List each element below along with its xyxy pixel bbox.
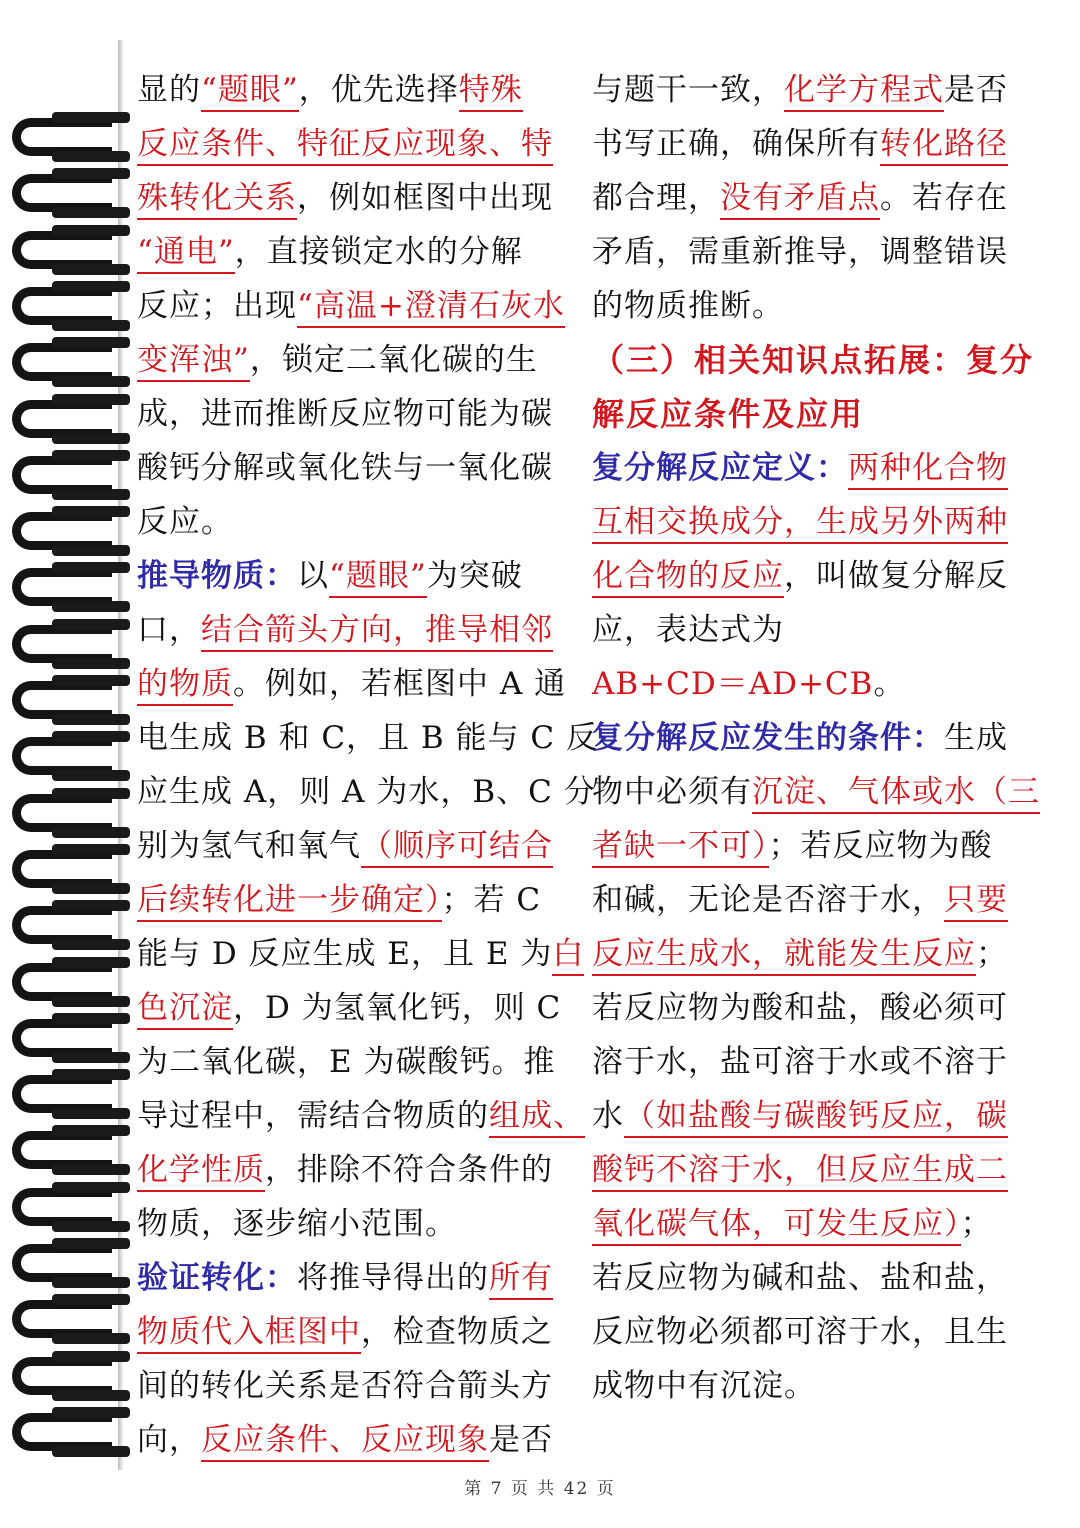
highlighted-text: 反应生成水，就能发生反应 xyxy=(592,936,976,976)
binding-ring xyxy=(12,390,130,446)
highlighted-text: 白 xyxy=(552,936,584,976)
text-segment: 导过程中，需结合物质的 xyxy=(137,1098,489,1134)
highlighted-text: 者缺一不可） xyxy=(592,828,769,868)
text-line xyxy=(592,927,1032,981)
text-line xyxy=(592,171,1032,225)
binding-ring xyxy=(12,108,130,164)
text-segment: 书写正确，确保所有 xyxy=(592,126,880,162)
highlighted-text: （顺序可结合 xyxy=(361,828,553,868)
binding-ring xyxy=(12,333,130,389)
text-segment: 溶于水，盐可溶于水或不溶于 xyxy=(592,1044,1008,1080)
text-line xyxy=(592,1143,1032,1197)
text-line xyxy=(137,1413,577,1467)
text-segment: ，D 为氢氧化钙，则 C xyxy=(233,990,562,1026)
text-segment: ，例如框图中出现 xyxy=(297,180,553,216)
text-segment: 将推导得出的 xyxy=(297,1260,489,1296)
text-line xyxy=(137,63,577,117)
text-segment: 口， xyxy=(137,612,201,648)
text-line xyxy=(137,981,577,1035)
text-line xyxy=(592,981,1032,1035)
text-line xyxy=(137,441,577,495)
highlighted-text: 物质代入框图中 xyxy=(137,1314,361,1354)
text-line xyxy=(137,387,577,441)
text-segment: 。 xyxy=(873,666,906,702)
highlighted-text: 变浑浊” xyxy=(137,342,250,382)
text-segment: 是否 xyxy=(944,72,1008,108)
text-segment: 能与 D 反应生成 E，且 E 为 xyxy=(137,936,553,972)
binding-ring xyxy=(12,896,130,952)
text-line xyxy=(592,495,1032,549)
text-segment: 电生成 B 和 C，且 B 能与 C 反 xyxy=(137,720,598,756)
text-line xyxy=(592,441,1032,495)
binding-ring xyxy=(12,221,130,277)
highlighted-text: 所有 xyxy=(489,1260,553,1300)
text-segment: 反应；出现 xyxy=(137,288,297,324)
text-segment: 。若存在 xyxy=(880,180,1008,216)
binding-ring xyxy=(12,784,130,840)
right-column xyxy=(592,63,1040,1413)
text-line xyxy=(592,333,1035,387)
text-line xyxy=(592,1035,1032,1089)
section-heading: 解反应条件及应用 xyxy=(592,395,865,433)
text-segment: 以 xyxy=(297,558,329,594)
text-line xyxy=(137,603,577,657)
text-segment: 物中必须有 xyxy=(592,774,752,810)
text-line xyxy=(137,171,577,225)
highlighted-text: “通电” xyxy=(137,234,235,274)
text-line xyxy=(137,873,577,927)
binding-ring xyxy=(12,277,130,333)
highlighted-text: “高温+澄清石灰水 xyxy=(297,288,565,328)
text-line xyxy=(592,603,1032,657)
text-line xyxy=(592,549,1032,603)
text-line xyxy=(137,1251,577,1305)
binding-ring xyxy=(12,615,130,671)
highlighted-text: 没有矛盾点 xyxy=(720,180,880,220)
text-line xyxy=(592,873,1032,927)
highlighted-text: 只要 xyxy=(944,882,1008,922)
page-number-footer: 第 7 页 共 42 页 xyxy=(464,1479,616,1499)
text-segment: 成物中有沉淀。 xyxy=(592,1368,816,1404)
text-line xyxy=(137,765,596,819)
highlighted-text: 反应条件、特征反应现象、特 xyxy=(137,126,553,166)
binding-ring xyxy=(12,1234,130,1290)
highlighted-text: 反应条件、反应现象 xyxy=(201,1422,489,1462)
text-segment: 为突破 xyxy=(426,558,523,594)
text-segment: 水 xyxy=(592,1098,624,1134)
text-line xyxy=(137,279,577,333)
text-segment: 是否 xyxy=(489,1422,553,1458)
highlighted-text: 化学方程式 xyxy=(784,72,944,112)
text-segment: ； xyxy=(976,936,1008,972)
text-line xyxy=(592,1197,1032,1251)
text-segment: 。例如，若框图中 A 通 xyxy=(233,666,567,702)
text-line xyxy=(592,1305,1032,1359)
highlighted-text: “题眼” xyxy=(329,558,427,598)
text-line xyxy=(137,657,577,711)
section-label: 验证转化： xyxy=(137,1260,297,1296)
highlighted-text: 殊转化关系 xyxy=(137,180,297,220)
text-segment: ，检查物质之 xyxy=(361,1314,553,1350)
text-line xyxy=(137,333,577,387)
highlighted-text: 后续转化进一步确定） xyxy=(137,882,442,922)
binding-ring xyxy=(12,1065,130,1121)
text-line xyxy=(592,1251,1032,1305)
binding-ring xyxy=(12,953,130,1009)
text-segment: ；若反应物为酸 xyxy=(768,828,993,864)
text-segment: 若反应物为碱和盐、盐和盐， xyxy=(592,1260,1008,1296)
text-segment: 向， xyxy=(137,1422,201,1458)
highlighted-text: （如盐酸与碳酸钙反应，碳 xyxy=(624,1098,1008,1138)
text-line xyxy=(592,657,1032,711)
text-segment: ，锁定二氧化碳的生 xyxy=(249,342,538,378)
text-line xyxy=(137,495,577,549)
text-segment: 都合理， xyxy=(592,180,720,216)
text-line xyxy=(137,1359,577,1413)
binding-ring xyxy=(12,164,130,220)
section-heading: （三）相关知识点拓展：复分 xyxy=(592,341,1035,379)
text-segment: 反应物必须都可溶于水，且生 xyxy=(592,1314,1008,1350)
text-line xyxy=(137,1089,585,1143)
text-line xyxy=(137,927,585,981)
spiral-binding xyxy=(0,0,140,1470)
text-segment: 显的 xyxy=(137,72,201,108)
text-segment: 应生成 A，则 A 为水，B、C 分 xyxy=(137,774,596,810)
text-segment: ；若 C xyxy=(441,882,542,918)
text-line xyxy=(137,711,598,765)
binding-ring xyxy=(12,1290,130,1346)
binding-rings xyxy=(0,0,140,1470)
text-line xyxy=(137,1197,577,1251)
highlighted-text: 的物质 xyxy=(137,666,233,706)
text-segment: 生成 xyxy=(944,720,1008,756)
text-line xyxy=(592,765,1040,819)
text-segment: 酸钙分解或氧化铁与一氧化碳 xyxy=(137,450,553,486)
text-segment: ； xyxy=(960,1206,993,1242)
binding-ring xyxy=(12,558,130,614)
text-segment: 若反应物为酸和盐，酸必须可 xyxy=(592,990,1008,1026)
highlighted-text: 氧化碳气体，可发生反应） xyxy=(592,1206,961,1246)
text-line xyxy=(592,387,1032,441)
binding-ring xyxy=(12,1347,130,1403)
text-line xyxy=(592,225,1032,279)
highlighted-text: 两种化合物 xyxy=(848,450,1008,490)
text-segment: 别为氢气和氧气 xyxy=(137,828,361,864)
highlighted-text: 沉淀、气体或水（三 xyxy=(752,774,1040,814)
text-segment: 反应。 xyxy=(137,504,233,540)
left-column xyxy=(137,63,598,1467)
text-segment: ，优先选择 xyxy=(298,72,459,108)
text-segment: 物质，逐步缩小范围。 xyxy=(137,1206,457,1242)
text-segment: 间的转化关系是否符合箭头方 xyxy=(137,1368,553,1404)
text-line xyxy=(592,711,1032,765)
text-segment: 成，进而推断反应物可能为碳 xyxy=(137,396,553,432)
highlighted-text: 色沉淀 xyxy=(137,990,233,1030)
binding-ring xyxy=(12,1009,130,1065)
section-label: 复分解反应发生的条件： xyxy=(592,720,944,756)
text-segment: ，排除不符合条件的 xyxy=(265,1152,553,1188)
highlighted-text: 化合物的反应 xyxy=(592,558,784,598)
text-line xyxy=(137,1035,577,1089)
binding-ring xyxy=(12,1178,130,1234)
text-line xyxy=(137,549,577,603)
text-line xyxy=(592,117,1032,171)
binding-ring xyxy=(12,727,130,783)
highlighted-text: 转化路径 xyxy=(880,126,1008,166)
formula-text: AB+CD＝AD+CB xyxy=(592,666,874,702)
highlighted-text: 特殊 xyxy=(459,72,523,112)
text-segment: 矛盾，需重新推导，调整错误 xyxy=(592,234,1008,270)
text-line xyxy=(592,819,1032,873)
highlighted-text: 结合箭头方向，推导相邻 xyxy=(201,612,553,652)
highlighted-text: 化学性质 xyxy=(137,1152,265,1192)
binding-ring xyxy=(12,1121,130,1177)
text-line xyxy=(137,225,577,279)
text-segment: 的物质推断。 xyxy=(592,288,784,324)
text-line xyxy=(592,1359,1032,1413)
highlighted-text: “题眼” xyxy=(201,72,299,112)
text-line xyxy=(592,1089,1032,1143)
highlighted-text: 组成、 xyxy=(489,1098,585,1138)
text-line xyxy=(137,117,577,171)
text-line xyxy=(137,819,577,873)
binding-ring xyxy=(12,446,130,502)
binding-ring xyxy=(12,840,130,896)
text-segment: 和碱，无论是否溶于水， xyxy=(592,882,944,918)
text-line xyxy=(137,1305,577,1359)
text-segment: 应，表达式为 xyxy=(592,612,784,648)
section-label: 推导物质： xyxy=(137,558,297,594)
text-segment: ，叫做复分解反 xyxy=(784,558,1008,594)
text-line xyxy=(592,63,1032,117)
text-segment: 为二氧化碳，E 为碳酸钙。推 xyxy=(137,1044,556,1080)
section-label: 复分解反应定义： xyxy=(592,450,848,486)
binding-ring xyxy=(12,502,130,558)
binding-ring xyxy=(12,671,130,727)
text-segment: ，直接锁定水的分解 xyxy=(234,234,523,270)
binding-ring xyxy=(12,1403,130,1459)
text-segment: 与题干一致， xyxy=(592,72,784,108)
highlighted-text: 互相交换成分，生成另外两种 xyxy=(592,504,1008,544)
highlighted-text: 酸钙不溶于水，但反应生成二 xyxy=(592,1152,1008,1192)
text-line xyxy=(592,279,1032,333)
text-line xyxy=(137,1143,577,1197)
